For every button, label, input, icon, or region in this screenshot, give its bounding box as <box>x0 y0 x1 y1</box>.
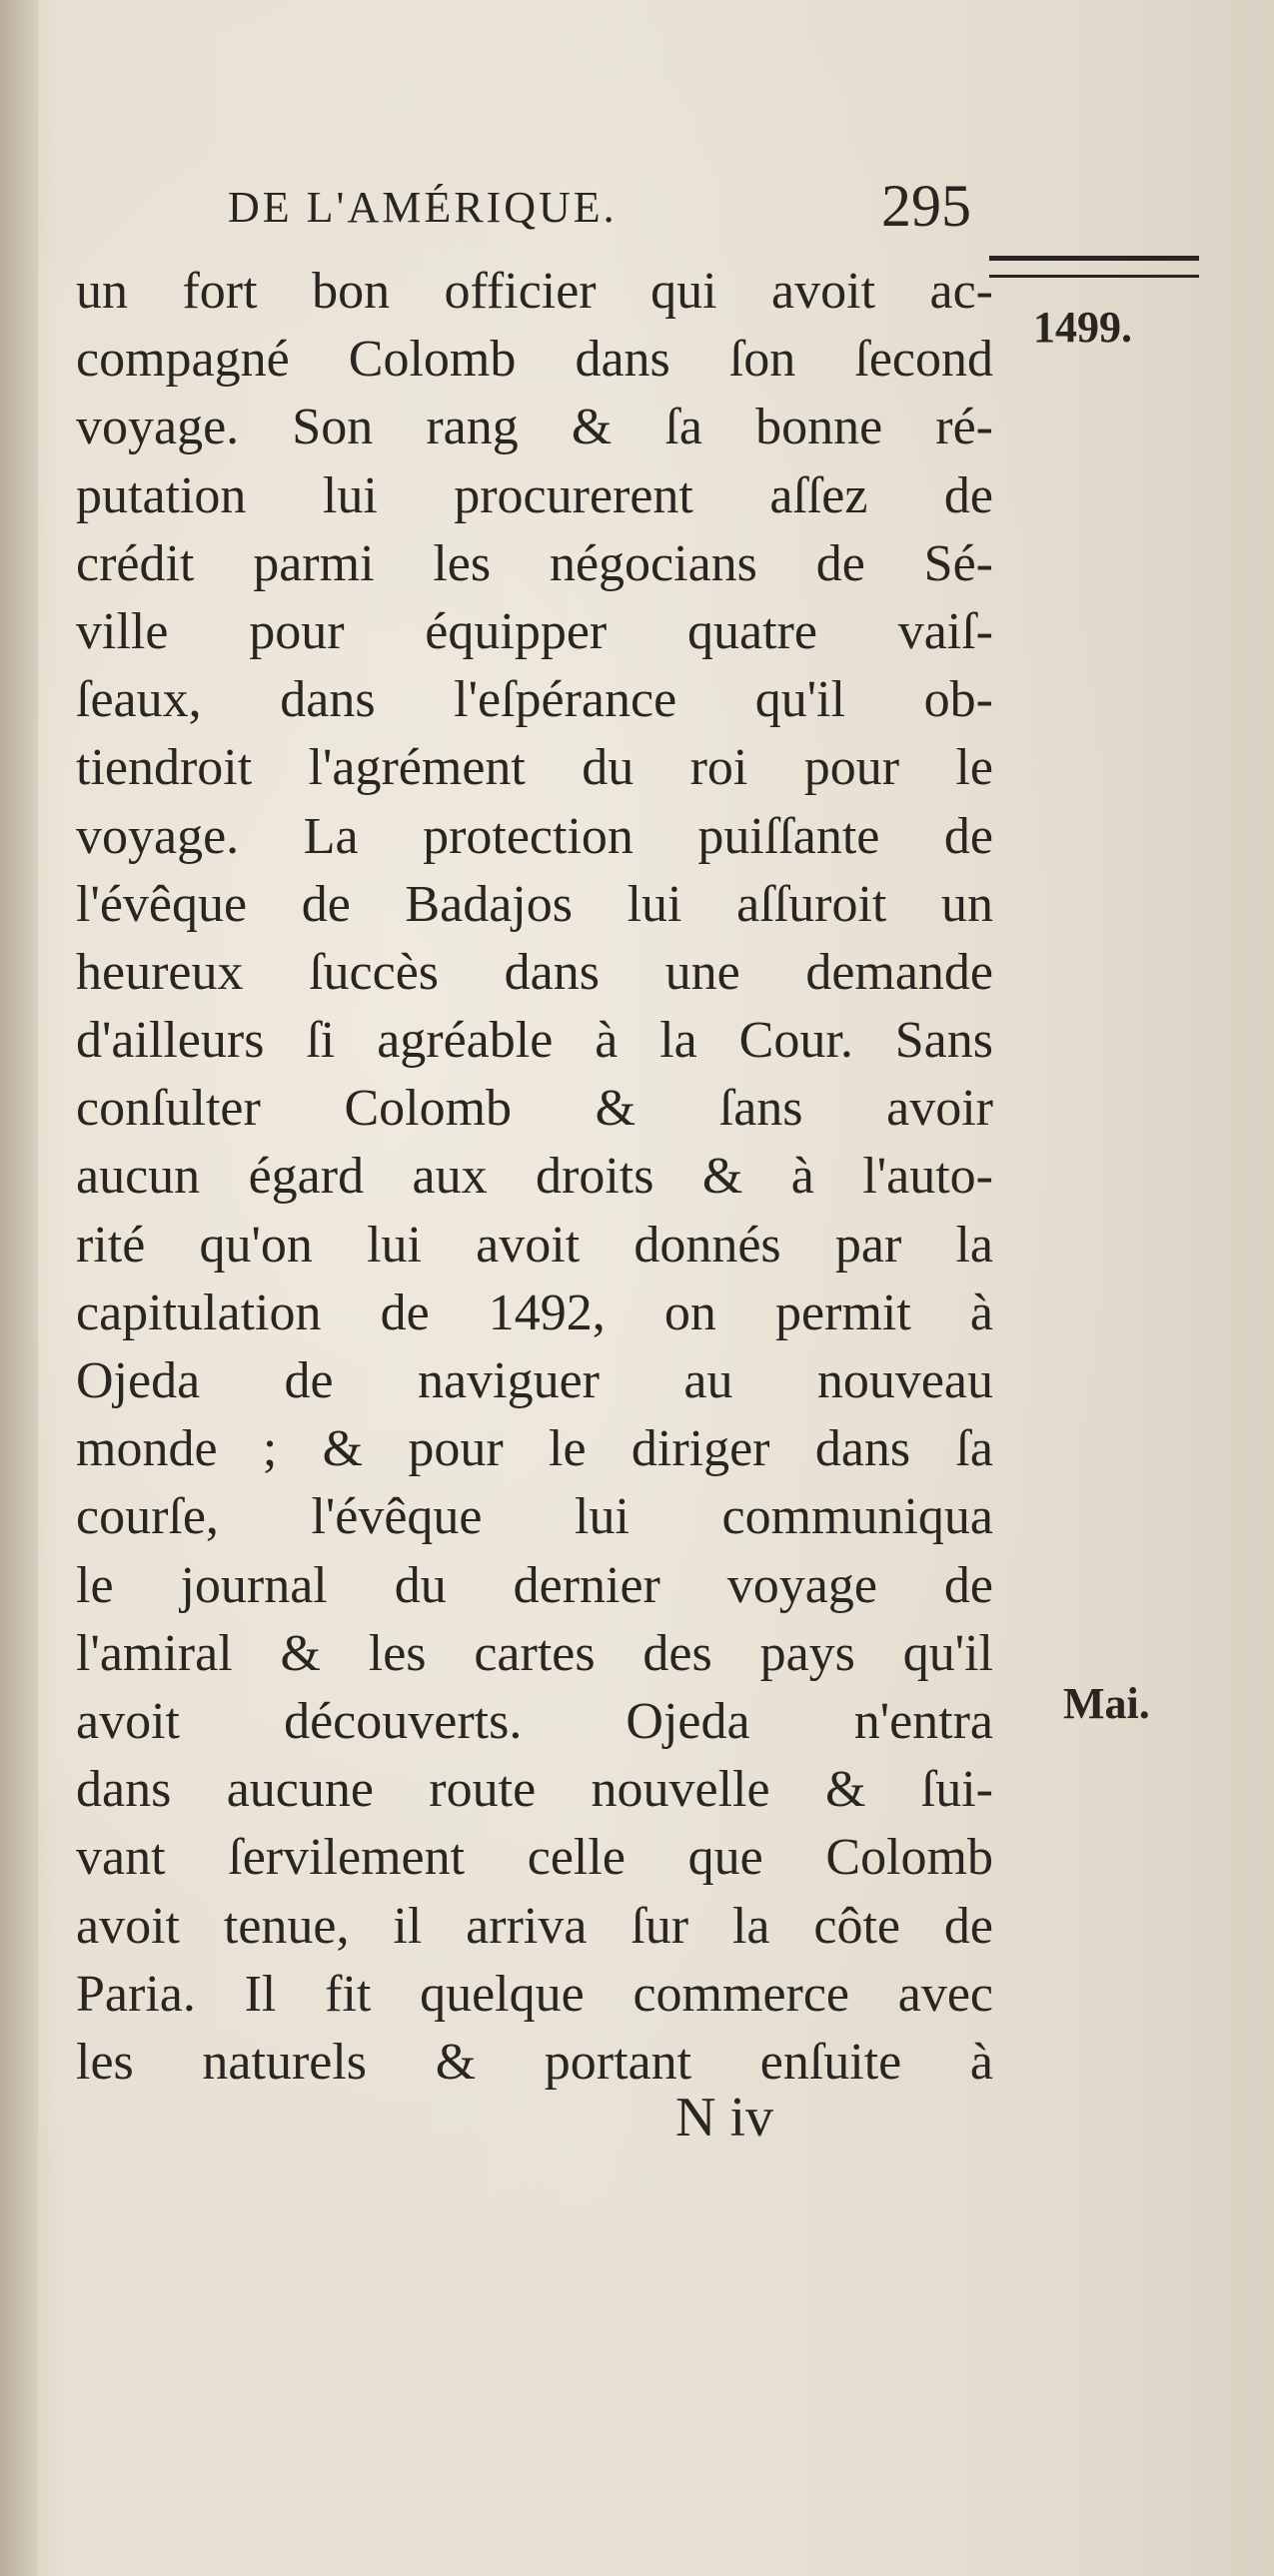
text-line: voyage. La protection puiſſante de <box>76 807 993 865</box>
text-line: capitulation de 1492, on permit à <box>76 1284 993 1341</box>
text-line: conſulter Colomb & ſans avoir <box>76 1080 993 1138</box>
text-line: avoit découverts. Ojeda n'entra <box>76 1692 993 1750</box>
text-line: un fort bon officier qui avoit ac- <box>76 263 993 320</box>
text-line: vant ſervilement celle que Colomb <box>76 1829 993 1887</box>
text-line: l'évêque de Badajos lui aſſuroit un <box>76 875 993 933</box>
text-line: les naturels & portant enſuite à <box>76 2033 993 2091</box>
page-number: 295 <box>881 173 971 239</box>
text-line: ſeaux, dans l'eſpérance qu'il ob- <box>76 671 993 729</box>
text-line: crédit parmi les négocians de Sé- <box>76 534 993 592</box>
text-line: putation lui procurerent aſſez de <box>76 466 993 524</box>
margin-note-month: Mai. <box>1063 1679 1150 1728</box>
text-line: le journal du dernier voyage de <box>76 1556 993 1614</box>
margin-note-year: 1499. <box>1033 303 1132 352</box>
text-line: avoit tenue, il arriva ſur la côte de <box>76 1897 993 1955</box>
text-line: Paria. Il fit quelque commerce avec <box>76 1965 993 2023</box>
running-title: DE L'AMÉRIQUE. <box>228 183 618 232</box>
binding-gutter <box>0 0 38 2576</box>
text-line: rité qu'on lui avoit donnés par la <box>76 1216 993 1274</box>
text-line: compagné Colomb dans ſon ſecond <box>76 331 993 389</box>
signature-mark: N iv <box>675 2087 773 2148</box>
text-line: aucun égard aux droits & à l'auto- <box>76 1148 993 1206</box>
text-line: monde ; & pour le diriger dans ſa <box>76 1420 993 1478</box>
text-line: d'ailleurs ſi agréable à la Cour. Sans <box>76 1012 993 1070</box>
text-line: tiendroit l'agrément du roi pour le <box>76 739 993 797</box>
text-line: l'amiral & les cartes des pays qu'il <box>76 1624 993 1682</box>
text-line: dans aucune route nouvelle & ſui- <box>76 1761 993 1819</box>
text-line: heureux ſuccès dans une demande <box>76 943 993 1001</box>
text-line: Ojeda de naviguer au nouveau <box>76 1352 993 1409</box>
body-text <box>76 258 993 2097</box>
header-rule <box>989 256 1199 278</box>
text-line: voyage. Son rang & ſa bonne ré- <box>76 399 993 456</box>
text-line: ville pour équipper quatre vaiſ- <box>76 602 993 660</box>
text-line: courſe, l'évêque lui communiqua <box>76 1488 993 1546</box>
